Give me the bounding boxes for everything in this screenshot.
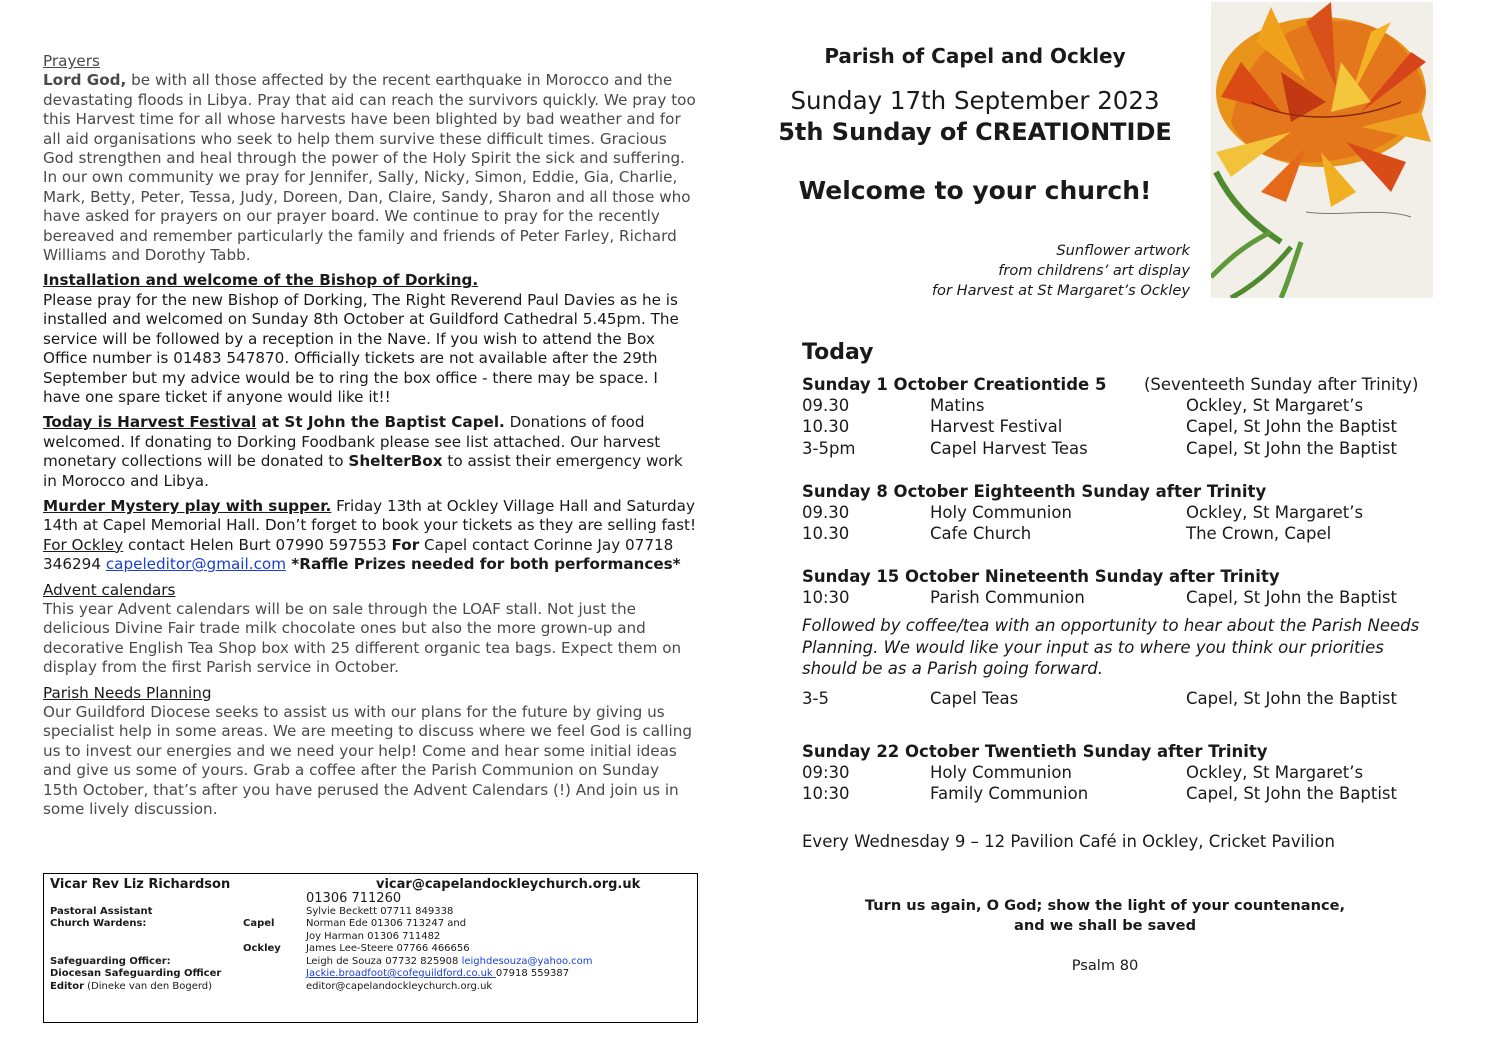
- advent-heading: Advent calendars: [43, 580, 176, 599]
- sunflower-artwork: [1211, 2, 1433, 298]
- for-ockley: For Ockley: [43, 535, 124, 554]
- today-heading: Today: [802, 340, 874, 365]
- oct1-block: Sunday 1 October Creationtide 5 (Seventeeth Sunday after Trinity) 09.30 Matins Ockley, St Margaret’s 10.30 Harvest Festival Capel, St John the Baptist 3-5pm Capel Harvest Teas Capel, St John the Baptist: [802, 374, 1442, 459]
- service-row: 09.30 Matins Ockley, St Margaret’s: [802, 396, 1364, 416]
- left-column: [43, 52, 698, 825]
- vicar-name: Vicar Rev Liz Richardson: [50, 877, 231, 892]
- service-row: 10:30 Parish Communion Capel, St John the Baptist: [802, 588, 1397, 608]
- sunday-title: 5th Sunday of CREATIONTIDE: [778, 118, 1172, 146]
- service-row: 09:30 Holy Communion Ockley, St Margaret’s: [802, 763, 1364, 783]
- contact-row: Diocesan Safeguarding Officer Jackie.broadfoot@cofeguildford.co.uk 07918 559387: [50, 968, 570, 979]
- harvest-heading: Today is Harvest Festival: [43, 413, 257, 432]
- oct15-note: Followed by coffee/tea with an opportunity to hear about the Parish Needs Planning. We would like your input as to where you think our priorities should be as a Parish going forward.: [802, 616, 1420, 678]
- contact-row: Safeguarding Officer: Leigh de Souza 07732 825908 leighdesouza@yahoo.com: [50, 955, 593, 967]
- harvest-text1: Donations of food welcomed. If donating to Dorking Foodbank please see list attached. Our harvest monetary collections will be donated to: [43, 413, 661, 471]
- harvest-heading-rest: at St John the Baptist Capel.: [256, 413, 505, 432]
- planning-section: [43, 684, 698, 820]
- murder-text1: Friday 13th at Ockley Village Hall and Saturday 14th at Capel Memorial Hall. Don’t forget to book your tickets as they are selling fast!: [43, 496, 697, 535]
- prayers-text: be with all those affected by the recent earthquake in Morocco and the devastating floods in Libya. Pray that aid can reach the survivors quickly. We pray too this Harvest time for all whose harvests have been blighted by bad weather and for all aid organisations who seek to help them survive these difficult times. Gracious God strengthen and heal through the power of the Holy Spirit the sick and suffering. In our own community we pray for Jennifer, Sally, Nicky, Simon, Eddie, Gia, Charlie, Mark, Betty, Peter, Tessa, Judy, Doreen, Dan, Claire, Sandy, Sharon and all those who have asked for prayers on our prayer board. We continue to pray for the recently bereaved and remember particularly the family and friends of Peter Farley, Richard Williams and Dorothy Tabb.: [43, 71, 696, 265]
- wednesday-note: Every Wednesday 9 – 12 Pavilion Café in Ockley, Cricket Pavilion: [802, 832, 1335, 851]
- harvest-text2: to assist their emergency work in Morocco and Libya.: [43, 452, 683, 490]
- capel-editor-email-link[interactable]: capeleditor@gmail.com: [105, 555, 287, 574]
- planning-heading: Parish Needs Planning: [43, 683, 212, 702]
- prayers-heading: Prayers: [43, 52, 100, 70]
- prayers-section: [43, 52, 698, 265]
- closing-verse-line1: Turn us again, O God; show the light of your countenance,: [864, 897, 1346, 914]
- advent-text: This year Advent calendars will be on sale through the LOAF stall. Not just the delicious Divine Fair trade milk chocolate ones but also the more grown-up and decorative English Tea Shop box with 25 different organic tea bags. Expect them on display from the first Parish service in October.: [43, 599, 682, 677]
- oct22-block: Sunday 22 October Twentieth Sunday after Trinity 09:30 Holy Communion Ockley, St Margaret’s 10:30 Family Communion Capel, St John the Baptist: [802, 742, 1397, 804]
- bishop-section: [43, 271, 698, 407]
- oct15-block: Sunday 15 October Nineteenth Sunday after Trinity 10:30 Parish Communion Capel, St John the Baptist Followed by coffee/tea with an opportunity to hear about the Parish Needs Planning. We would like your input as to where you think our priorities should be as a Parish going forward. 3-5 Capel Teas Capel, St John the Baptist: [802, 566, 1422, 709]
- service-row: 09.30 Holy Communion Ockley, St Margaret’s: [802, 503, 1364, 523]
- shelterbox-name: ShelterBox: [348, 452, 443, 471]
- bishop-text: Please pray for the new Bishop of Dorking, The Right Reverend Paul Davies as he is installed and welcomed on Sunday 8th October at Guildford Cathedral 5.45pm. The service will be followed by a reception in the Nave. If you wish to attend the Box Office number is 01483 547870. Officially tickets are not available after the 29th September but my advice would be to ring the box office - there may be space. I have one spare ticket if anyone would like it!!: [43, 290, 679, 406]
- murder-text2: contact Helen Burt 07990 597553: [123, 535, 392, 554]
- harvest-section: [43, 413, 698, 491]
- vicar-email: vicar@capelandockleychurch.org.uk: [376, 877, 641, 892]
- service-row: 3-5pm Capel Harvest Teas Capel, St John the Baptist: [802, 438, 1397, 458]
- service-row: 10.30 Cafe Church The Crown, Capel: [802, 524, 1332, 544]
- prayers-lead: Lord God,: [43, 71, 127, 90]
- welcome-title: Welcome to your church!: [798, 176, 1152, 205]
- murder-heading: Murder Mystery play with supper.: [43, 496, 332, 515]
- contact-row: Pastoral Assistant Sylvie Beckett 07711 849338: [50, 905, 454, 917]
- vicar-phone: 01306 711260: [306, 890, 402, 906]
- murder-text3: Capel contact Corinne Jay 07718 346294: [43, 535, 674, 574]
- service-row: 10.30 Harvest Festival Capel, St John the Baptist: [802, 417, 1397, 437]
- artwork-caption: Sunflower artwork from childrens’ art display for Harvest at St Margaret’s Ockley: [931, 242, 1190, 299]
- planning-text: Our Guildford Diocese seeks to assist us with our plans for the future by giving us specialist help in some areas. We are meeting to discuss where we feel God is calling us to invest our energies and we need your help! Come and hear some initial ideas and give us some of yours. Grab a coffee after the Parish Communion on Sunday 15th October, that’s after you have perused the Advent Calendars (!) And join us in some lively discussion.: [43, 703, 692, 819]
- diocesan-email-link[interactable]: Jackie.broadfoot@cofeguildford.co.uk: [306, 968, 496, 979]
- oct8-block: Sunday 8 October Eighteenth Sunday after Trinity 09.30 Holy Communion Ockley, St Margaret’s 10.30 Cafe Church The Crown, Capel: [802, 482, 1364, 544]
- safeguarding-email-link[interactable]: leighdesouza@yahoo.com: [461, 955, 593, 967]
- raffle-note: *Raffle Prizes needed for both performances*: [286, 555, 681, 574]
- contact-row: Editor (Dineke van den Bogerd) editor@capelandockleychurch.org.uk: [50, 980, 493, 992]
- contact-row: Joy Harman 01306 711482: [306, 930, 441, 942]
- for-label: For: [391, 535, 420, 554]
- psalm-reference: Psalm 80: [1071, 957, 1139, 974]
- service-date: Sunday 17th September 2023: [790, 86, 1160, 115]
- service-row: 3-5 Capel Teas Capel, St John the Baptist: [802, 689, 1397, 709]
- bishop-heading: Installation and welcome of the Bishop of Dorking.: [43, 271, 479, 290]
- contacts-box: [43, 873, 698, 1023]
- murder-section: [43, 497, 698, 575]
- closing-verse-line2: and we shall be saved: [1013, 917, 1197, 934]
- advent-section: [43, 581, 698, 678]
- parish-title: Parish of Capel and Ockley: [824, 44, 1126, 68]
- contact-row: Ockley James Lee-Steere 07766 466656: [243, 943, 470, 954]
- contact-row: Church Wardens: Capel Norman Ede 01306 713247 and: [50, 918, 467, 929]
- service-row: 10:30 Family Communion Capel, St John the Baptist: [802, 784, 1397, 804]
